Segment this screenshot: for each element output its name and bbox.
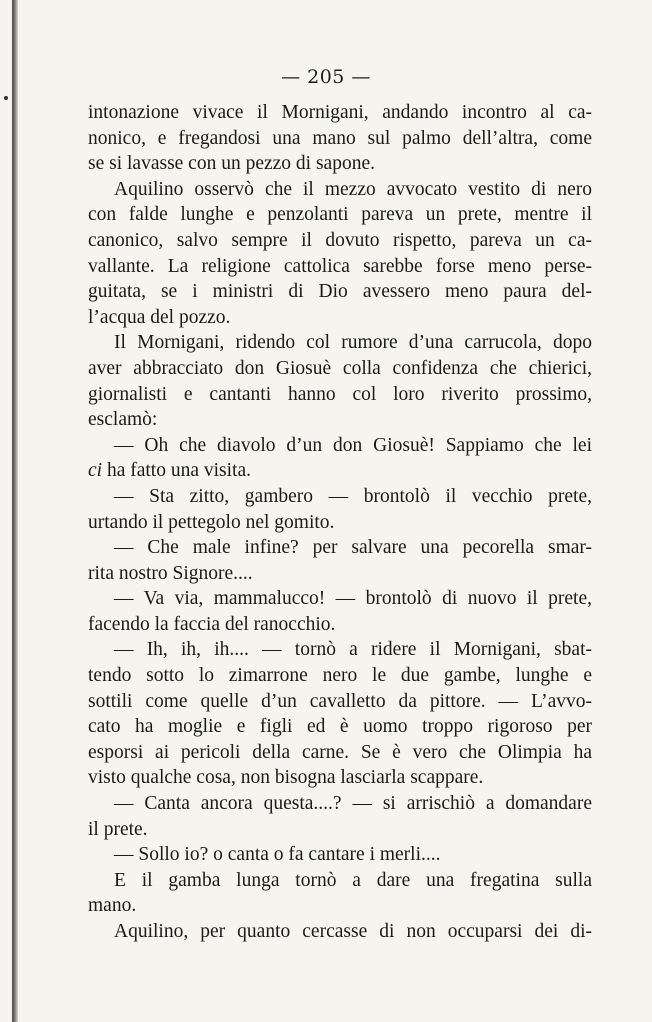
text-line: Il Mornigani, ridendo col rumore d’una carrucola, dopo <box>114 332 592 354</box>
text-line: guitata, se i ministri di Dio avessero meno paura del- <box>88 281 592 303</box>
text-line: — Che male infine? per salvare una pecorella smar- <box>114 537 592 559</box>
text-line: tendo sotto lo zimarrone nero le due gambe, lunghe e <box>88 665 592 687</box>
text-line: canonico, salvo sempre il dovuto rispetto, pareva un ca- <box>88 229 592 251</box>
page-binding-edge <box>12 0 18 1022</box>
text-line: cato ha moglie e figli ed è uomo troppo rigoroso per <box>88 716 592 738</box>
text-line: urtando il pettegolo nel gomito. <box>88 511 335 533</box>
text-line: esporsi ai pericoli della carne. Se è vero che Olimpia ha <box>88 741 592 763</box>
text-line: visto qualche cosa, non bisogna lasciarla scappare. <box>88 767 484 789</box>
text-line: — Va via, mammalucco! — brontolò di nuovo il prete, <box>114 588 592 610</box>
body-text <box>88 100 592 945</box>
text-line: mano. <box>88 895 137 917</box>
text-line: nonico, e fregandosi una mano sul palmo dell’altra, come <box>88 127 592 149</box>
text-line: — Oh che diavolo d’un don Giosuè! Sappiamo che lei <box>114 434 592 456</box>
text-line: rita nostro Signore.... <box>88 562 253 584</box>
text-line: Aquilino osservò che il mezzo avvocato vestito di nero <box>114 178 592 200</box>
text-line: E il gamba lunga tornò a dare una fregatina sulla <box>114 869 592 891</box>
margin-speck <box>4 96 8 100</box>
text-line: giornalisti e cantanti hanno col loro riverito prossimo, <box>88 383 592 405</box>
text-line: se si lavasse con un pezzo di sapone. <box>88 153 375 175</box>
text-line: ci ha fatto una visita. <box>88 460 251 482</box>
text-line: — Sta zitto, gambero — brontolò il vecchio prete, <box>114 485 592 507</box>
text-line: l’acqua del pozzo. <box>88 306 231 328</box>
text-line: sottili come quelle d’un cavalletto da pittore. — L’avvo- <box>88 690 592 712</box>
text-line: — Ih, ih, ih.... — tornò a ridere il Mornigani, sbat- <box>114 639 592 661</box>
text-line: — Sollo io? o canta o fa cantare i merli.... <box>114 844 441 866</box>
text-line: esclamò: <box>88 409 158 431</box>
text-line: con falde lunghe e penzolanti pareva un prete, mentre il <box>88 204 592 226</box>
page-number: — 205 — <box>281 66 371 88</box>
text-line: aver abbracciato don Giosuè colla confidenza che chierici, <box>88 357 592 379</box>
text-line: — Canta ancora questa....? — si arrischiò a domandare <box>114 793 592 815</box>
text-line: vallante. La religione cattolica sarebbe forse meno perse- <box>88 255 592 277</box>
text-line: Aquilino, per quanto cercasse di non occuparsi dei di- <box>114 921 592 942</box>
text-line: facendo la faccia del ranocchio. <box>88 613 336 635</box>
text-line: intonazione vivace il Mornigani, andando incontro al ca- <box>88 102 592 123</box>
text-line: il prete. <box>88 818 148 840</box>
